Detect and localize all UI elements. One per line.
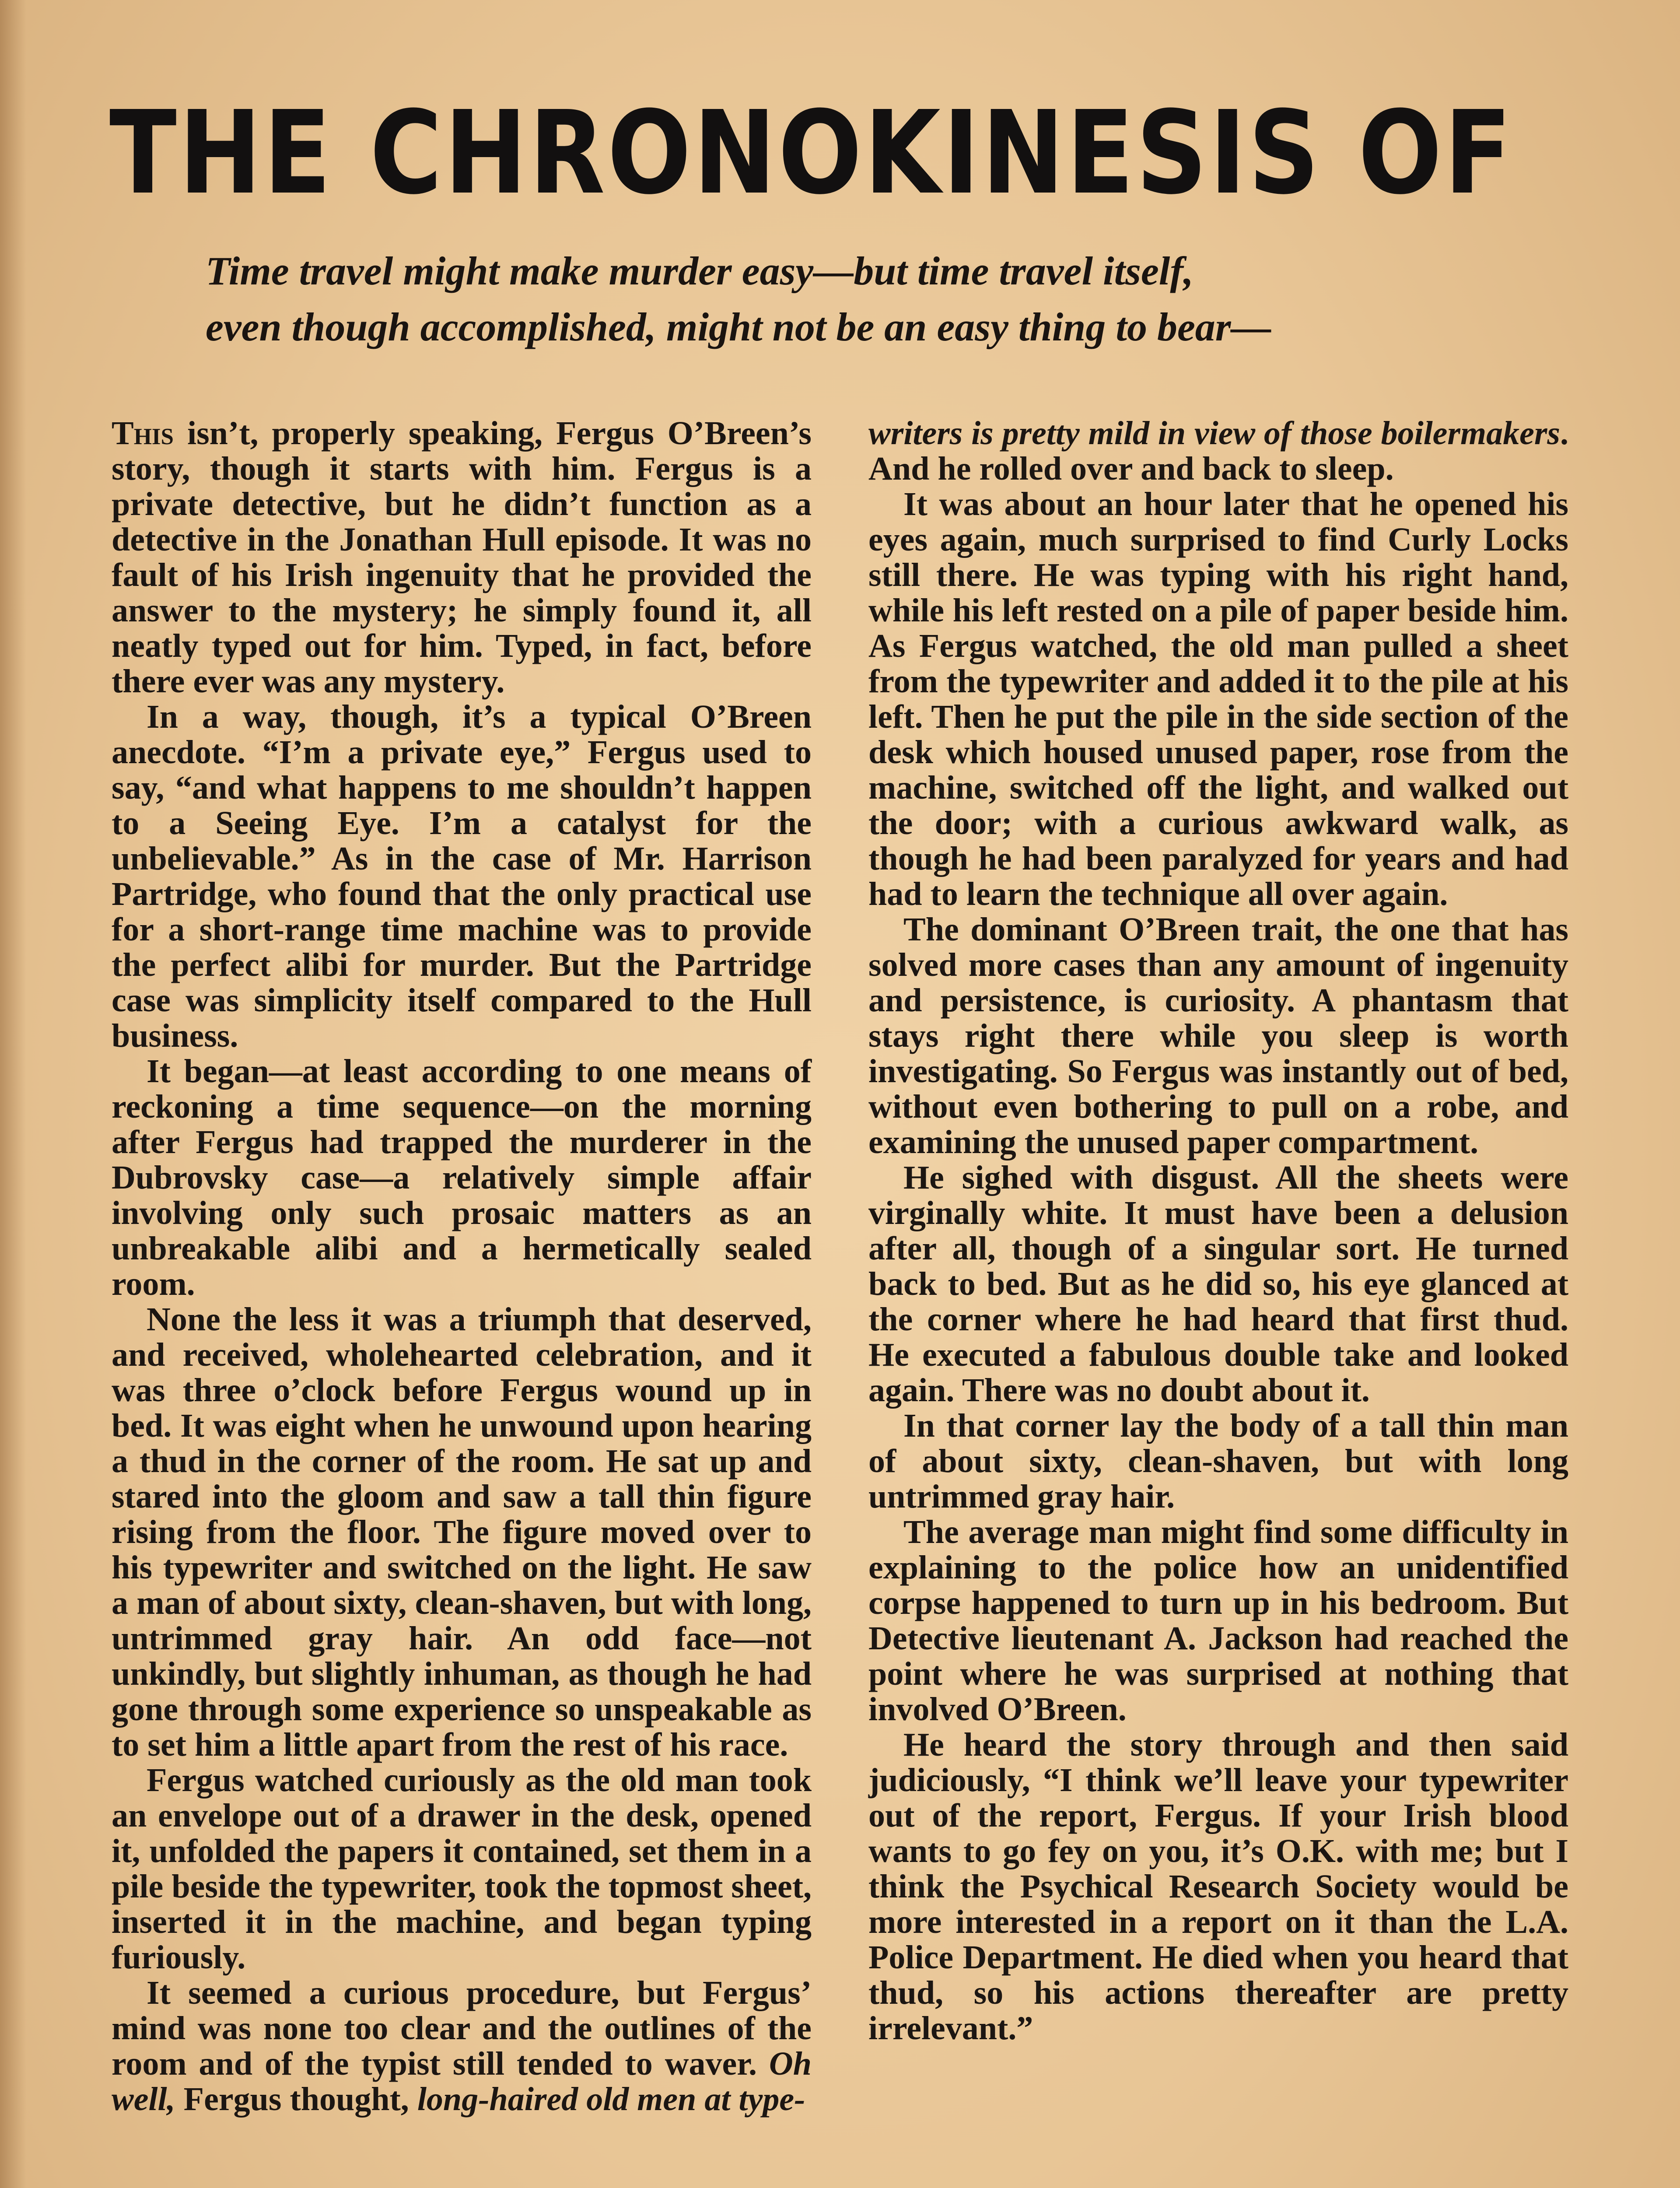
paragraph: He sighed with disgust. All the sheets were virginally white. It must have been a delusion after all, though of a singular sort. He turned back to bed. But as he did so, his eye glanced at the corner where he had heard that first thud. He executed a fabulous double take and looked again. There was no doubt about it. [868,1159,1568,1409]
paragraph [112,1975,812,2117]
paragraph [112,416,812,699]
paragraph: He heard the story through and then said judiciously, “I think we’ll leave your typewriter out of the report, Fergus. If your Irish blood wants to go fey on you, it’s O.K. with me; but I think the Psychical Research Society would be more interested in a report on it than the L.A. Police Department. He died when you heard that thud, so his actions thereafter are pretty irrelevant.” [868,1726,1568,2047]
text-column-left [112,416,812,2117]
paragraph-text: isn’t, properly speaking, Fergus O’Breen’s story, though it starts with him. Fergus is a private detective, but he didn’t function as a detective in the Jonathan Hull episode. It was no fault of his Irish ingenuity that he provided the answer to the mystery; he simply found it, all neatly typed out for him. Typed, in fact, before there ever was any mystery. [112,415,812,700]
story-title: THE CHRONOKINESIS OF [109,86,1514,220]
page-edge-shadow-left [0,0,26,2188]
blurb-line-2: even though accomplished, might not be an easy thing to bear— [206,305,1271,349]
paragraph: None the less it was a triumph that deserved, and received, wholehearted celebration, and it was three o’clock before Fergus wound up in bed. It was eight when he unwound upon hearing a thud in the corner of the room. He sat up and stared into the gloom and saw a tall thin figure rising from the floor. The figure moved over to his typewriter and switched on the light. He saw a man of about sixty, clean-shaven, but with long, untrimmed gray hair. An odd face—not unkindly, but slightly inhuman, as though he had gone through some experience so unspeakable as to set him a little apart from the rest of his race. [112,1301,812,1763]
italic-thought: writers is pretty mild in view of those boilermakers [868,415,1560,452]
italic-thought: long-haired old men at type- [417,2081,805,2118]
paragraph: In a way, though, it’s a typical O’Breen anecdote. “I’m a private eye,” Fergus used to say, “and what happens to me shouldn’t happen to a Seeing Eye. I’m a catalyst for the unbelievable.” As in the case of Mr. Harrison Partridge, who found that the only practical use for a short-range time machine was to provide the perfect alibi for murder. But the Partridge case was simplicity itself compared to the Hull business. [112,698,812,1054]
paragraph: It was about an hour later that he opened his eyes again, much surprised to find Curly Locks still there. He was typing with his right hand, while his left rested on a pile of paper beside him. As Fergus watched, the old man pulled a sheet from the typewriter and added it to the pile at his left. Then he put the pile in the side section of the desk which housed unused paper, rose from the machine, switched off the light, and walked out the door; with a curious awkward walk, as though he had been paralyzed for years and had had to learn the technique all over again. [868,486,1568,912]
drop-word: This [112,415,174,452]
paragraph-text: . And he rolled over and back to sleep. [868,415,1568,487]
paragraph-text: Fergus thought, [175,2081,417,2118]
paragraph: It began—at least according to one means of reckoning a time sequence—on the morning after Fergus had trapped the murderer in the Dubrovsky case—a relatively simple affair involving only such prosaic matters as an unbreakable alibi and a hermetically sealed room. [112,1053,812,1302]
paragraph: The dominant O’Breen trait, the one that has solved more cases than any amount of ingenuity and persistence, is curiosity. A phantasm that stays right there while you sleep is worth investigating. So Fergus was instantly out of bed, without even bothering to pull on a robe, and examining the unused paper compartment. [868,911,1568,1161]
text-column-right [868,416,1568,2046]
blurb-line-1: Time travel might make murder easy—but time travel itself, [206,249,1194,293]
paragraph: Fergus watched curiously as the old man took an envelope out of a drawer in the desk, opened it, unfolded the papers it contained, set them in a pile beside the typewriter, took the topmost sheet, inserted it in the machine, and began typing furiously. [112,1762,812,1976]
paragraph: In that corner lay the body of a tall thin man of about sixty, clean-shaven, but with long untrimmed gray hair. [868,1407,1568,1515]
paragraph: The average man might find some difficulty in explaining to the police how an unidentified corpse happened to turn up in his bedroom. But Detective lieutenant A. Jackson had reached the point where he was surprised at nothing that involved O’Breen. [868,1514,1568,1728]
paragraph [868,416,1568,487]
paragraph-text: It seemed a curious procedure, but Fergus’ mind was none too clear and the outlines of the room and of the typist still tended to waver. [112,1974,812,2082]
story-blurb [206,243,1496,355]
italic-thought: Oh well, [112,2045,812,2118]
